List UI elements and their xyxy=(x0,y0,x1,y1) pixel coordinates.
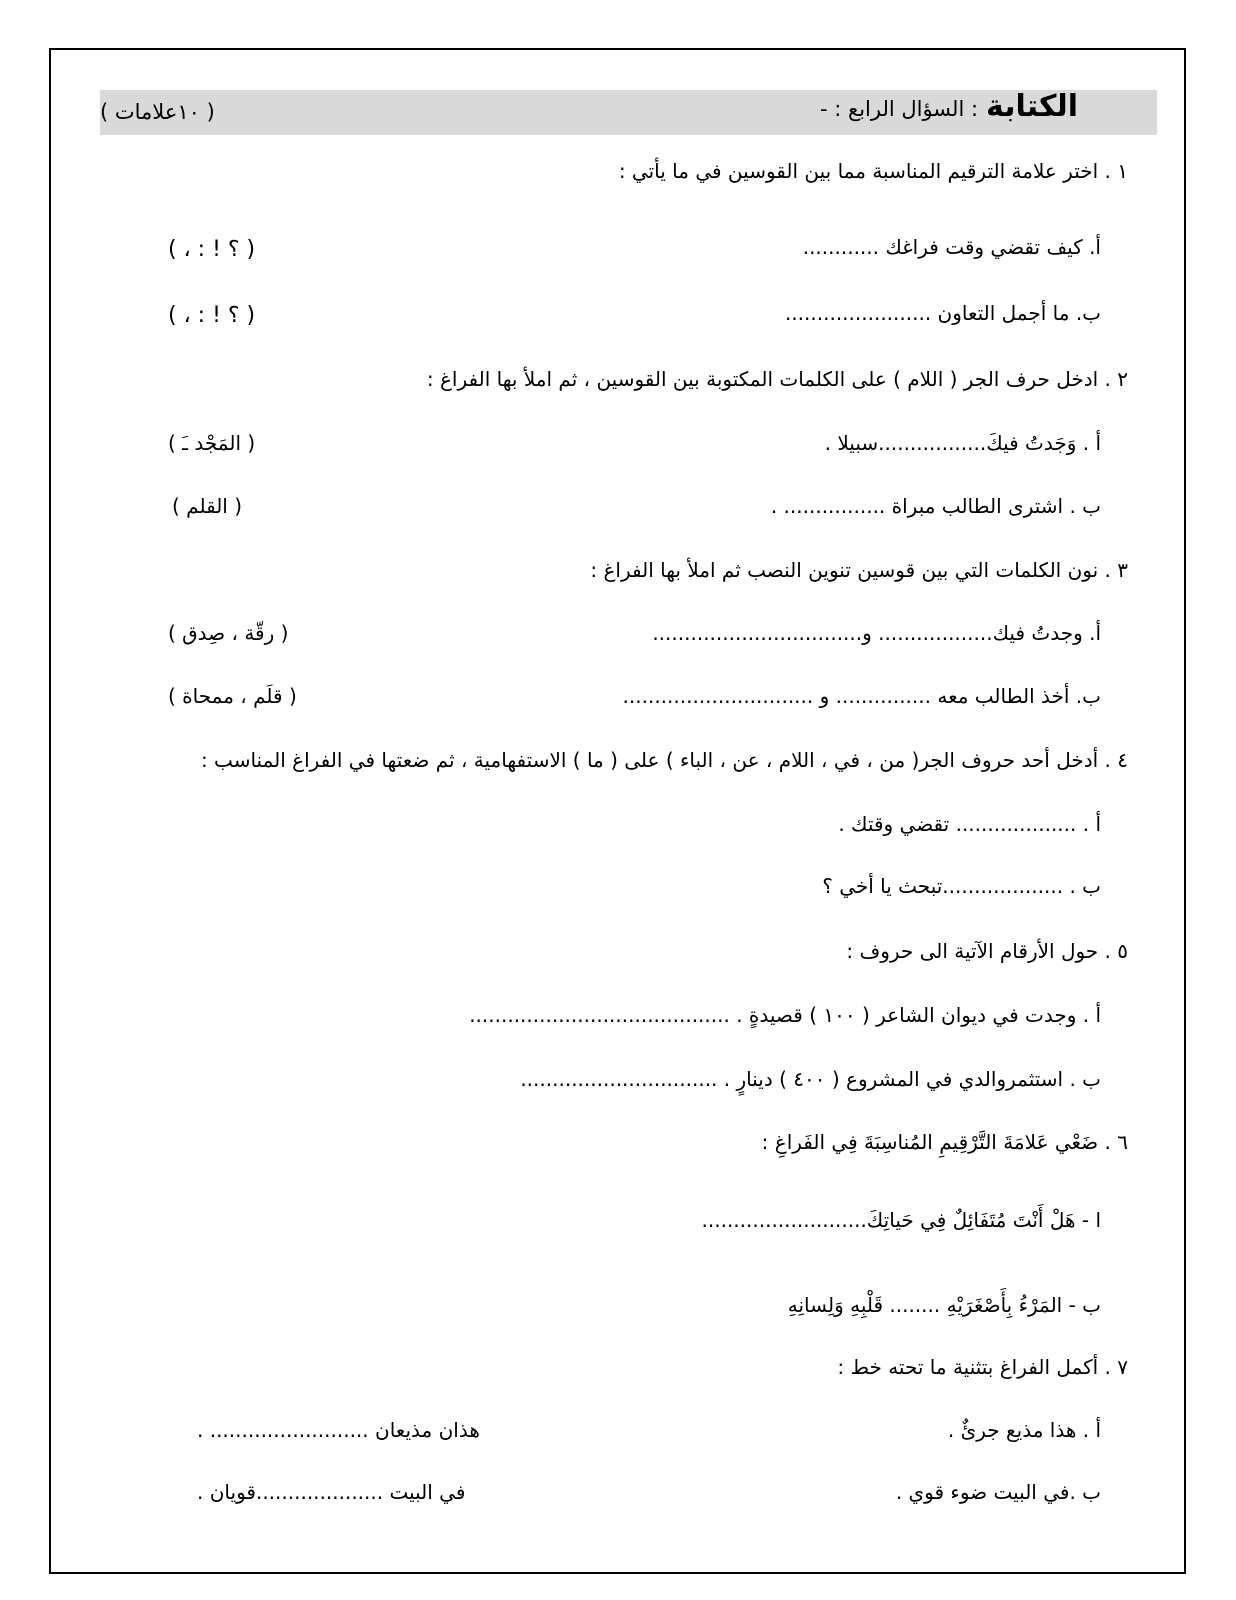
q3-item-b: ب. أخذ الطالب معه ............... و .............................. xyxy=(622,684,1101,708)
q7-item-a-answer: هذان مذيعان ......................... . xyxy=(197,1418,480,1442)
q6-item-a: ا - هَلْ أَنْتَ مُتَفَائِلٌ فِي حَياتِكَ.......................... xyxy=(701,1208,1101,1232)
q1-item-a-options: ( ؟ ! : ، ) xyxy=(168,237,256,262)
q2-instruction: ٢ . ادخل حرف الجر ( اللام ) على الكلمات المكتوبة بين القوسين ، ثم املأ بها الفراغ : xyxy=(426,367,1128,391)
q6-instruction: ٦ . ضَعْي عَلامَةَ التَّرْقِيمِ المُناسِبَةَ فِي الفَراغِ : xyxy=(761,1130,1128,1154)
q7-instruction: ٧ . أكمل الفراغ بتثنية ما تحته خط : xyxy=(837,1355,1128,1379)
q4-instruction: ٤ . أدخل أحد حروف الجر( من ، في ، اللام ، عن ، الباء ) على ( ما ) الاستفهامية ، ثم ضعتها في الفراغ المناسب : xyxy=(200,748,1128,772)
section-header xyxy=(820,89,1078,124)
q2-item-a-word: ( المَجْد ـَ ) xyxy=(168,431,256,455)
q3-item-b-words: ( قلَم ، ممحاة ) xyxy=(168,684,297,708)
q3-item-a-words: ( رقّة ، صِدق ) xyxy=(168,621,289,645)
q7-item-b-answer: في البيت ....................قويان . xyxy=(197,1480,466,1504)
q2-item-b: ب . اشترى الطالب مبراة ................ . xyxy=(770,494,1101,518)
question-number-label: : السؤال الرابع : - xyxy=(820,97,979,121)
q5-instruction: ٥ . حول الأرقام الآتية الى حروف : xyxy=(846,939,1128,963)
q1-item-b-options: ( ؟ ! : ، ) xyxy=(168,303,256,328)
q5-item-b: ب . استثمروالدي في المشروع ( ٤٠٠ ) دينارٍ . ............................... xyxy=(520,1067,1101,1091)
q1-item-b: ب. ما أجمل التعاون ....................... xyxy=(784,301,1101,325)
q4-item-a: أ . ................... تقضي وقتك . xyxy=(838,812,1101,836)
q3-instruction: ٣ . نون الكلمات التي بين قوسين تنوين النصب ثم املأ بها الفراغ : xyxy=(590,558,1128,582)
section-title: الكتابة xyxy=(986,89,1078,124)
q2-item-a: أ . وَجَدتُ فيكَ.................سبيلا . xyxy=(824,431,1101,455)
q1-item-a: أ. كيف تقضي وقت فراغك ............ xyxy=(802,235,1101,259)
marks-label: ( ١٠علامات ) xyxy=(100,100,215,124)
q3-item-a: أ. وجدتُ فيك.................. و................................. xyxy=(652,621,1101,645)
q4-item-b: ب . ...................تبحث يا أخي ؟ xyxy=(822,874,1101,898)
q5-item-a: أ . وجدت في ديوان الشاعر ( ١٠٠ ) قصيدةٍ . ......................................... xyxy=(469,1003,1101,1027)
q2-item-b-word: ( القلم ) xyxy=(172,494,243,518)
q7-item-a: أ . هذا مذيع جرئٌ . xyxy=(947,1418,1101,1442)
q7-item-b: ب .في البيت ضوء قوي . xyxy=(895,1480,1101,1504)
q6-item-b: ب - المَرْءُ بِأَصْغَرَيْهِ ........ قَلْبِهِ وَلِسانِهِ xyxy=(787,1293,1101,1317)
q1-instruction: ١ . اختر علامة الترقيم المناسبة مما بين القوسين في ما يأتي : xyxy=(618,159,1128,183)
